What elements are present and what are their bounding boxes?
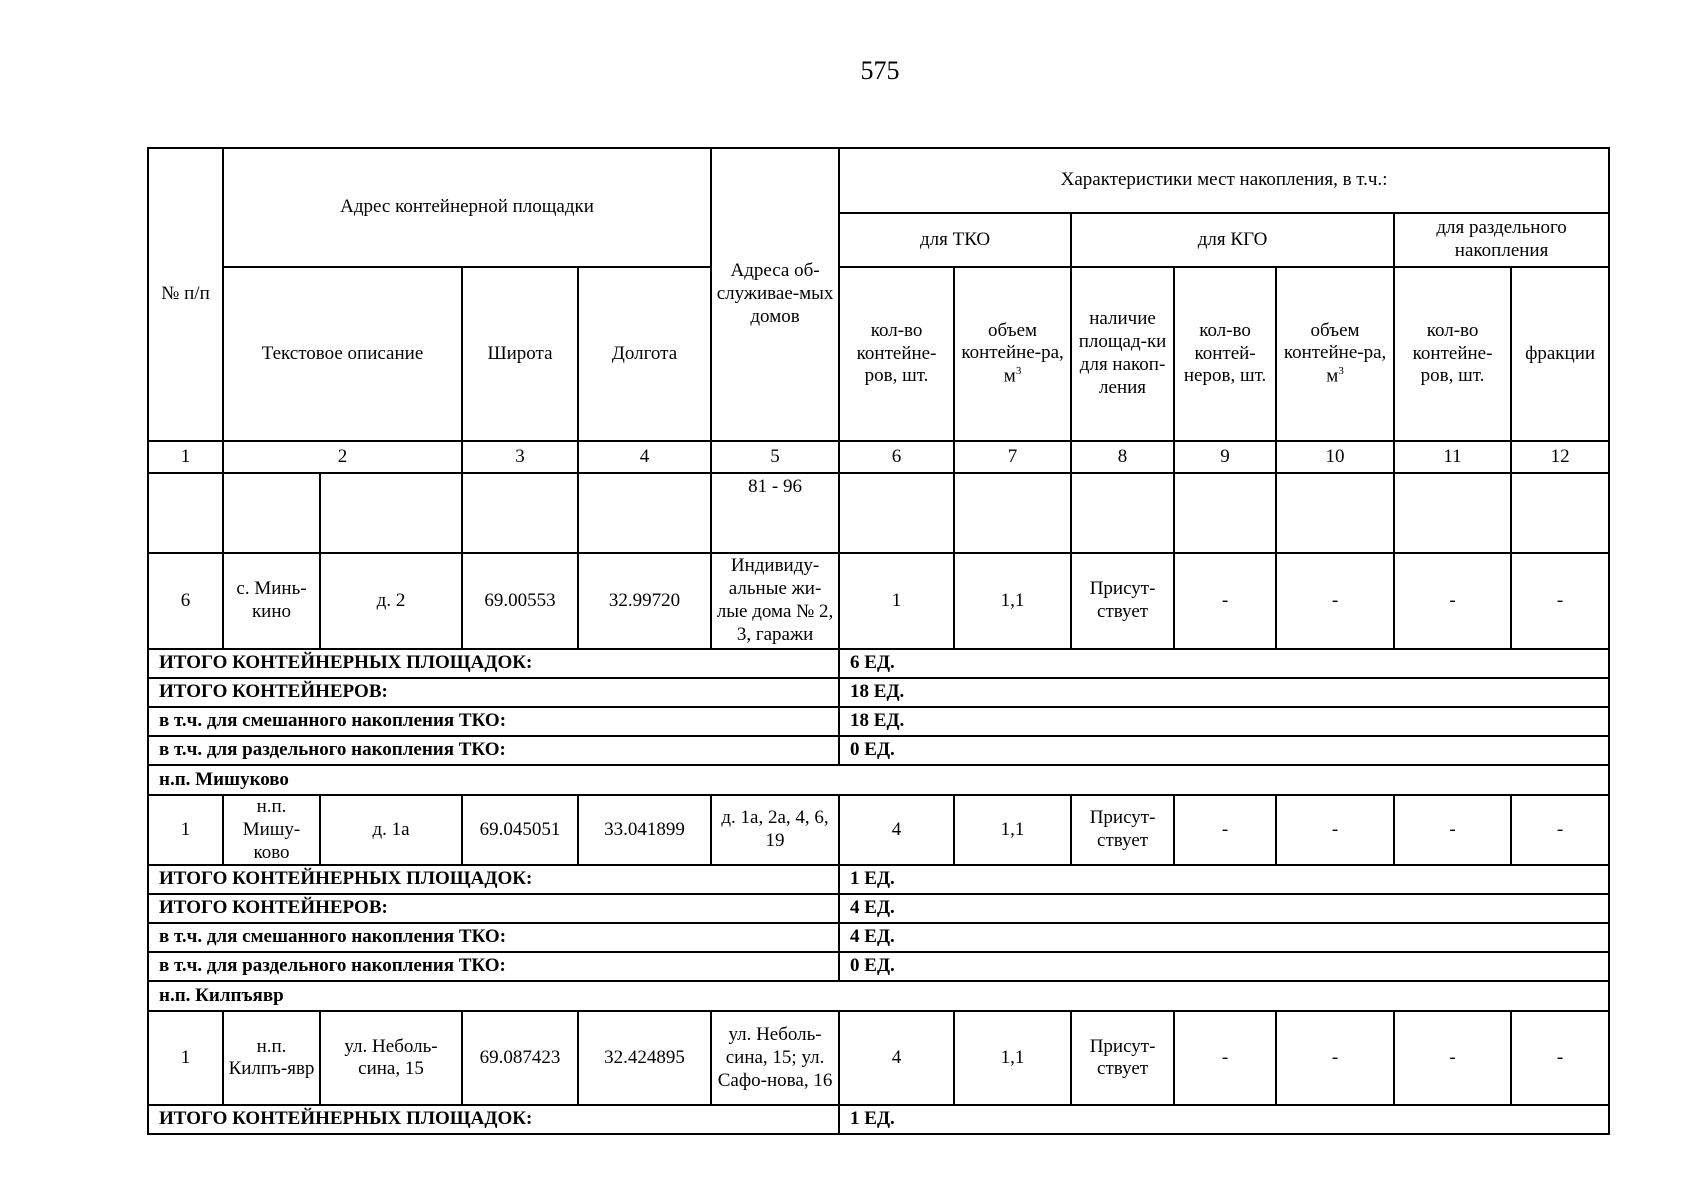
summary-row (148, 894, 1609, 923)
kgo-container-count: - (1174, 1011, 1276, 1105)
header-separate-count: кол-во контейне-ров, шт. (1394, 267, 1511, 441)
settlement-name: н.п. Килпъ-явр (223, 1011, 320, 1105)
col-number: 10 (1276, 441, 1394, 473)
separate-fractions: - (1511, 1011, 1609, 1105)
separate-container-count: - (1394, 553, 1511, 649)
col-number: 6 (839, 441, 954, 473)
summary-row (148, 707, 1609, 736)
summary-label: ИТОГО КОНТЕЙНЕРОВ: (148, 894, 839, 923)
summary-value: 4 ЕД. (839, 923, 1609, 952)
summary-value: 6 ЕД. (839, 649, 1609, 678)
latitude-value: 69.045051 (462, 795, 578, 865)
kgo-container-count: - (1174, 795, 1276, 865)
latitude-value: 69.087423 (462, 1011, 578, 1105)
separate-fractions: - (1511, 553, 1609, 649)
served-houses: ул. Неболь-сина, 15; ул. Сафо-нова, 16 (711, 1011, 839, 1105)
separate-fractions: - (1511, 795, 1609, 865)
row-number: 1 (148, 1011, 223, 1105)
container-sites-table (147, 147, 1610, 1135)
header-address: Адрес контейнерной площадки (223, 148, 711, 267)
longitude-value: 32.99720 (578, 553, 711, 649)
header-characteristics: Характеристики мест накопления, в т.ч.: (839, 148, 1609, 213)
settlement-name: с. Минь-кино (223, 553, 320, 649)
col-number: 4 (578, 441, 711, 473)
tko-container-volume: 1,1 (954, 1011, 1071, 1105)
summary-value: 0 ЕД. (839, 952, 1609, 981)
kgo-container-count: - (1174, 553, 1276, 649)
header-tko-volume (954, 267, 1071, 441)
tko-container-volume: 1,1 (954, 795, 1071, 865)
locality-row (148, 981, 1609, 1011)
summary-row (148, 1105, 1609, 1134)
kgo-site-presence: Присут-ствует (1071, 1011, 1174, 1105)
header-served-houses: Адреса об-служивае-мых домов (711, 148, 839, 441)
tko-container-count: 1 (839, 553, 954, 649)
col-number: 11 (1394, 441, 1511, 473)
row-number: 6 (148, 553, 223, 649)
tko-container-count: 4 (839, 795, 954, 865)
col-number: 7 (954, 441, 1071, 473)
summary-label: в т.ч. для смешанного накопления ТКО: (148, 707, 839, 736)
summary-label: ИТОГО КОНТЕЙНЕРНЫХ ПЛОЩАДОК: (148, 1105, 839, 1134)
summary-label: ИТОГО КОНТЕЙНЕРНЫХ ПЛОЩАДОК: (148, 865, 839, 894)
summary-label: в т.ч. для раздельного накопления ТКО: (148, 736, 839, 765)
summary-value: 1 ЕД. (839, 865, 1609, 894)
tko-container-count: 4 (839, 1011, 954, 1105)
col-number: 3 (462, 441, 578, 473)
header-latitude: Широта (462, 267, 578, 441)
col-number: 12 (1511, 441, 1609, 473)
table-row (148, 553, 1609, 649)
summary-value: 0 ЕД. (839, 736, 1609, 765)
kgo-container-volume: - (1276, 553, 1394, 649)
header-longitude: Долгота (578, 267, 711, 441)
header-separate: для раздельного накопления (1394, 213, 1609, 267)
served-houses: Индивиду-альные жи-лые дома № 2, 3, гаражи (711, 553, 839, 649)
col-number: 5 (711, 441, 839, 473)
street-address: д. 2 (320, 553, 462, 649)
table-row (148, 795, 1609, 865)
kgo-volume-label: объем контейне-ра, м (1283, 319, 1387, 387)
page-number: 575 (860, 56, 900, 85)
table-body (148, 148, 1609, 1134)
summary-label: в т.ч. для смешанного накопления ТКО: (148, 923, 839, 952)
summary-row (148, 736, 1609, 765)
summary-value: 18 ЕД. (839, 678, 1609, 707)
header-number: № п/п (148, 148, 223, 441)
summary-label: в т.ч. для раздельного накопления ТКО: (148, 952, 839, 981)
header-tko-count: кол-во контейне-ров, шт. (839, 267, 954, 441)
table-row (148, 1011, 1609, 1105)
col-number: 1 (148, 441, 223, 473)
header-kgo-site: наличие площад-ки для накоп-ления (1071, 267, 1174, 441)
served-houses-continued: 81 - 96 (711, 473, 839, 553)
kgo-container-volume: - (1276, 1011, 1394, 1105)
summary-value: 1 ЕД. (839, 1105, 1609, 1134)
latitude-value: 69.00553 (462, 553, 578, 649)
col-number: 8 (1071, 441, 1174, 473)
header-separate-fractions: фракции (1511, 267, 1609, 441)
volume-unit-power: 3 (1015, 365, 1022, 378)
header-kgo: для КГО (1071, 213, 1394, 267)
col-number: 9 (1174, 441, 1276, 473)
summary-label: ИТОГО КОНТЕЙНЕРОВ: (148, 678, 839, 707)
separate-container-count: - (1394, 1011, 1511, 1105)
summary-row (148, 678, 1609, 707)
row-number: 1 (148, 795, 223, 865)
tko-volume-label: объем контейне-ра, м (961, 319, 1064, 387)
continuation-row (148, 473, 1609, 553)
summary-row (148, 865, 1609, 894)
volume-unit-power: 3 (1338, 365, 1344, 378)
tko-container-volume: 1,1 (954, 553, 1071, 649)
summary-label: ИТОГО КОНТЕЙНЕРНЫХ ПЛОЩАДОК: (148, 649, 839, 678)
header-kgo-count: кол-во контей-неров, шт. (1174, 267, 1276, 441)
summary-value: 18 ЕД. (839, 707, 1609, 736)
locality-row (148, 765, 1609, 795)
longitude-value: 32.424895 (578, 1011, 711, 1105)
settlement-name: н.п. Мишу-ково (223, 795, 320, 865)
kgo-container-volume: - (1276, 795, 1394, 865)
col-number: 2 (223, 441, 462, 473)
summary-value: 4 ЕД. (839, 894, 1609, 923)
header-tko: для ТКО (839, 213, 1071, 267)
header-text-description: Текстовое описание (223, 267, 462, 441)
locality-title: н.п. Мишуково (148, 765, 1609, 795)
street-address: д. 1а (320, 795, 462, 865)
street-address: ул. Неболь-сина, 15 (320, 1011, 462, 1105)
separate-container-count: - (1394, 795, 1511, 865)
locality-title: н.п. Килпъявр (148, 981, 1609, 1011)
summary-row (148, 923, 1609, 952)
kgo-site-presence: Присут-ствует (1071, 795, 1174, 865)
column-numbers-row (148, 441, 1609, 473)
longitude-value: 33.041899 (578, 795, 711, 865)
kgo-site-presence: Присут-ствует (1071, 553, 1174, 649)
served-houses: д. 1а, 2а, 4, 6, 19 (711, 795, 839, 865)
summary-row (148, 952, 1609, 981)
header-kgo-volume (1276, 267, 1394, 441)
summary-row (148, 649, 1609, 678)
